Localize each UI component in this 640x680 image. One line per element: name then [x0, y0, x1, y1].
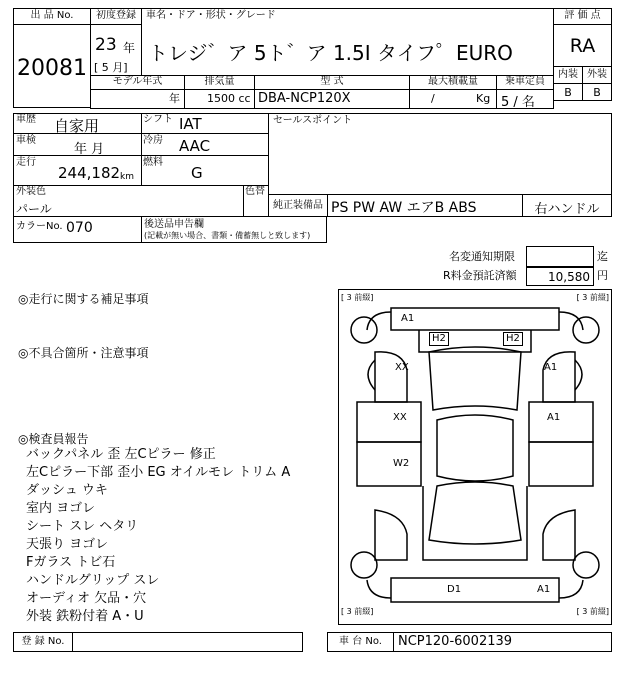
left-front-fender [375, 510, 407, 560]
inspector-line: Fガラス トビ石 [26, 555, 116, 570]
ac-value: AAC [179, 137, 211, 155]
car-name: トレジ゛ア 5ト゛ア 1.5I タイフ゜EURO [148, 41, 513, 65]
mark-rear-bumper: A1 [401, 313, 415, 324]
car-diagram [338, 289, 612, 625]
left-rear-quarter [375, 352, 407, 402]
mark-h2-left: H2 [429, 332, 449, 346]
year-unit: 年 [123, 41, 136, 55]
front-bumper-shape [391, 578, 559, 602]
inspection-label: 車検 [16, 135, 36, 146]
rear-glass [429, 347, 521, 410]
car-name-label: 車名・ドア・形状・グレード [146, 10, 276, 21]
equipment-box [268, 194, 612, 217]
inspector-report-label: ◎検査員報告 [18, 432, 89, 446]
info-grid [13, 113, 269, 186]
name-change-field [526, 246, 594, 267]
inspector-line: シート スレ ヘタリ [26, 519, 139, 534]
mark-front-bumper-center: D1 [447, 584, 462, 595]
interior-grade: B [564, 86, 572, 99]
inspector-line: ハンドルグリップ スレ [26, 573, 160, 588]
inspector-line: バックパネル 歪 左Cピラー 修正 [26, 447, 216, 462]
lot-number: 20081 [17, 56, 87, 81]
first-registration-month: [ 5 月] [94, 61, 128, 74]
mark-right-rear-door: A1 [547, 412, 561, 423]
front-right-corner [559, 580, 583, 598]
first-registration-box [90, 8, 142, 76]
front-left-corner [367, 580, 391, 598]
displacement: 1500 cc [207, 92, 251, 105]
recycle-field [526, 267, 594, 286]
first-registration-label: 初度登録 [96, 10, 136, 21]
shift-label: シフト [143, 114, 173, 125]
exterior-grade: B [593, 86, 601, 99]
chassis-number-box [327, 632, 612, 652]
exterior-color-label: 外装色 [16, 186, 46, 197]
mileage-label: 走行 [16, 157, 36, 168]
evaluation-label: 評 価 点 [564, 10, 601, 21]
inspector-line: 天張り ヨゴレ [26, 537, 109, 552]
type-label: 型 式 [320, 76, 344, 87]
corner-label-bottom-left: [ 3 前綴] [341, 607, 374, 616]
corner-label-top-left: [ 3 前綴] [341, 293, 374, 302]
first-registration-year: 23 [95, 35, 117, 55]
mileage-value: 244,182 [58, 164, 121, 182]
car-diagram-drawing [339, 290, 611, 624]
evaluation-box [553, 8, 612, 101]
windshield [429, 482, 521, 544]
front-left-wheel [351, 552, 377, 578]
lot-number-box [13, 8, 91, 108]
color-change-label: 色替 [245, 186, 265, 197]
front-right-wheel [573, 552, 599, 578]
type-value: DBA-NCP120X [258, 91, 351, 106]
fuel-label: 燃料 [143, 157, 163, 168]
capacity-label: 乗車定員 [505, 76, 545, 87]
color-number-label: カラーNo. [16, 221, 63, 232]
steering-value: 右ハンドル [534, 202, 600, 217]
post-documents-label: 後送品申告欄 [144, 219, 204, 230]
divider [141, 114, 142, 185]
history-value: 自家用 [54, 117, 100, 135]
inspection-value: 年 月 [74, 142, 105, 157]
driving-notes-label: ◎走行に関する補足事項 [18, 292, 149, 306]
inspector-line: ダッシュ ウキ [26, 483, 108, 498]
rear-bumper-shape [391, 308, 559, 330]
name-change-unit: 迄 [597, 250, 608, 263]
shift-value: IAT [179, 115, 202, 133]
mark-front-bumper-right: A1 [537, 584, 551, 595]
roof [437, 415, 513, 481]
divider [141, 217, 142, 242]
mark-right-rear-quarter: A1 [544, 362, 558, 373]
inspector-line: 室内 ヨゴレ [26, 501, 96, 516]
recycle-unit: 円 [597, 269, 608, 282]
hood-sides [423, 486, 527, 560]
recycle-label: R料金預託済額 [443, 269, 517, 282]
left-rear-door [357, 402, 421, 442]
mileage-unit: km [120, 172, 134, 182]
left-front-door [357, 442, 421, 486]
chassis-number-label: 車 台 No. [339, 636, 382, 647]
mark-left-front-door: W2 [393, 458, 410, 469]
displacement-label: 排気量 [204, 76, 235, 87]
car-name-box [141, 8, 554, 76]
sales-point-label: セールスポイント [273, 115, 353, 126]
ac-label: 冷房 [143, 135, 163, 146]
equipment-label: 純正装備品 [273, 200, 323, 211]
sales-point-box [268, 113, 612, 195]
post-documents-note: (記載が無い場合、書類・備蓄無しと致します) [144, 231, 311, 240]
divider [327, 195, 328, 216]
right-rear-quarter [543, 352, 575, 402]
equipment-value: PS PW AW エアB ABS [331, 200, 477, 216]
divider [393, 633, 394, 651]
registration-number-label: 登 録 No. [21, 636, 65, 647]
max-load-unit: Kg [476, 92, 491, 105]
exterior-label: 外装 [587, 69, 607, 80]
model-year-unit: 年 [169, 92, 180, 105]
divider [14, 24, 90, 25]
exterior-color-value: パール [16, 202, 52, 216]
rear-left-wheel [351, 317, 377, 343]
right-front-door [529, 442, 593, 486]
defects-label: ◎不具合箇所・注意事項 [18, 346, 149, 360]
divider [243, 186, 244, 216]
lot-number-label: 出 品 No. [30, 10, 74, 21]
right-rear-door [529, 402, 593, 442]
specs-table [90, 75, 554, 109]
history-label: 車歴 [16, 114, 36, 125]
right-front-fender [543, 510, 575, 560]
max-load-separator: / [431, 92, 435, 105]
name-change-label: 名変通知期限 [449, 250, 515, 263]
exterior-color-box [13, 185, 269, 217]
mark-left-rear-door: XX [393, 412, 407, 423]
inspector-line: 左Cピラー下部 歪小 EG オイルモレ トリム A [26, 465, 291, 480]
evaluation-score: RA [569, 35, 596, 57]
rear-left-corner [367, 312, 391, 330]
max-load-label: 最大積載量 [428, 76, 478, 87]
rear-right-corner [559, 312, 583, 330]
right-rear-arch [575, 360, 582, 390]
inspector-line: オーディオ 欠品・穴 [26, 591, 147, 606]
color-number-box [13, 216, 327, 243]
divider [72, 633, 73, 651]
color-number-value: 070 [66, 220, 93, 236]
divider [91, 24, 141, 25]
divider [554, 24, 611, 25]
divider [91, 89, 553, 90]
mark-left-rear-quarter: XX [395, 362, 409, 373]
rear-right-wheel [573, 317, 599, 343]
recycle-value: 10,580 [548, 270, 590, 284]
capacity: 5 / 名 [501, 95, 535, 110]
left-rear-arch [368, 360, 375, 390]
corner-label-top-right: [ 3 前綴] [576, 293, 609, 302]
interior-label: 内装 [558, 69, 578, 80]
divider [554, 83, 611, 84]
mark-h2-right: H2 [503, 332, 523, 346]
inspector-line: 外装 鉄粉付着 A・U [26, 609, 144, 624]
model-year-label: モデル年式 [112, 76, 163, 87]
corner-label-bottom-right: [ 3 前綴] [576, 607, 609, 616]
registration-number-box [13, 632, 303, 652]
fuel-value: G [191, 164, 203, 182]
chassis-number: NCP120-6002139 [398, 634, 513, 649]
